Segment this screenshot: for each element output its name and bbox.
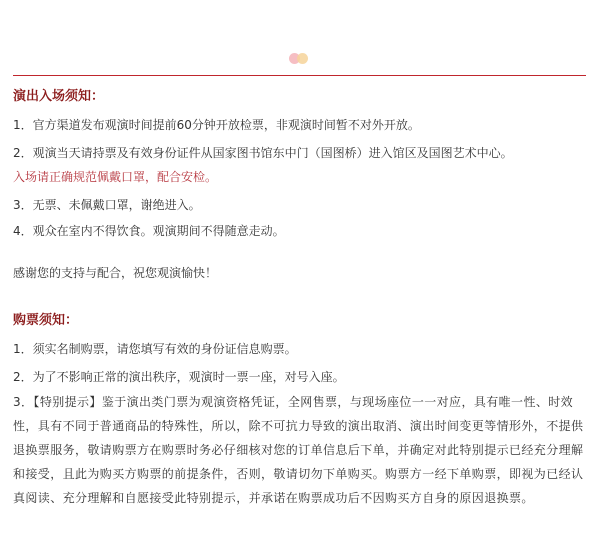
purchase-item-2: 2．为了不影响正常的演出秩序，观演时一票一座，对号入座。: [13, 370, 345, 384]
entry-mask-notice: 入场请正确规范佩戴口罩，配合安检。: [13, 170, 218, 184]
purchase-item-1: 1．须实名制购票，请您填写有效的身份证信息购票。: [13, 342, 297, 356]
entry-item-2: 2．观演当天请持票及有效身份证件从国家图书馆东中门（国图桥）进入馆区及国图艺术中心。: [13, 146, 513, 160]
loading-dots-icon: [289, 53, 309, 65]
entry-item-3: 3．无票、未佩戴口罩，谢绝进入。: [13, 198, 201, 212]
entry-item-1: 1．官方渠道发布观演时间提前60分钟开放检票，非观演时间暂不对外开放。: [13, 118, 420, 132]
purchase-item-3-special-notice: 3．【特别提示】鉴于演出类门票为观演资格凭证，全网售票，与现场座位一一对应，具有唯一性、时效性，具有不同于普通商品的特殊性，所以，除不可抗力导致的演出取消、演出时间变更等情形外，不提供退换票服务，敬请购票方在购票时务必仔细核对您的订单信息后下单，并确定对此特别提示已经充分理解和接受，且此为购买方购票的前提条件，否则，敬请切勿下单购买。购票方一经下单购票，即视为已经认真阅读、充分理解和自愿接受此特别提示，并承诺在购票成功后不因购买方自身的原因退换票。: [13, 395, 584, 505]
entry-notice-heading: 演出入场须知：: [13, 89, 105, 104]
thanks-message: 感谢您的支持与配合，祝您观演愉快！: [13, 266, 218, 280]
notice-content: [13, 88, 588, 510]
section-divider: [13, 75, 586, 76]
loading-dot: [297, 53, 308, 64]
purchase-notice-heading: 购票须知：: [13, 313, 79, 328]
entry-item-4: 4．观众在室内不得饮食。观演期间不得随意走动。: [13, 224, 285, 238]
